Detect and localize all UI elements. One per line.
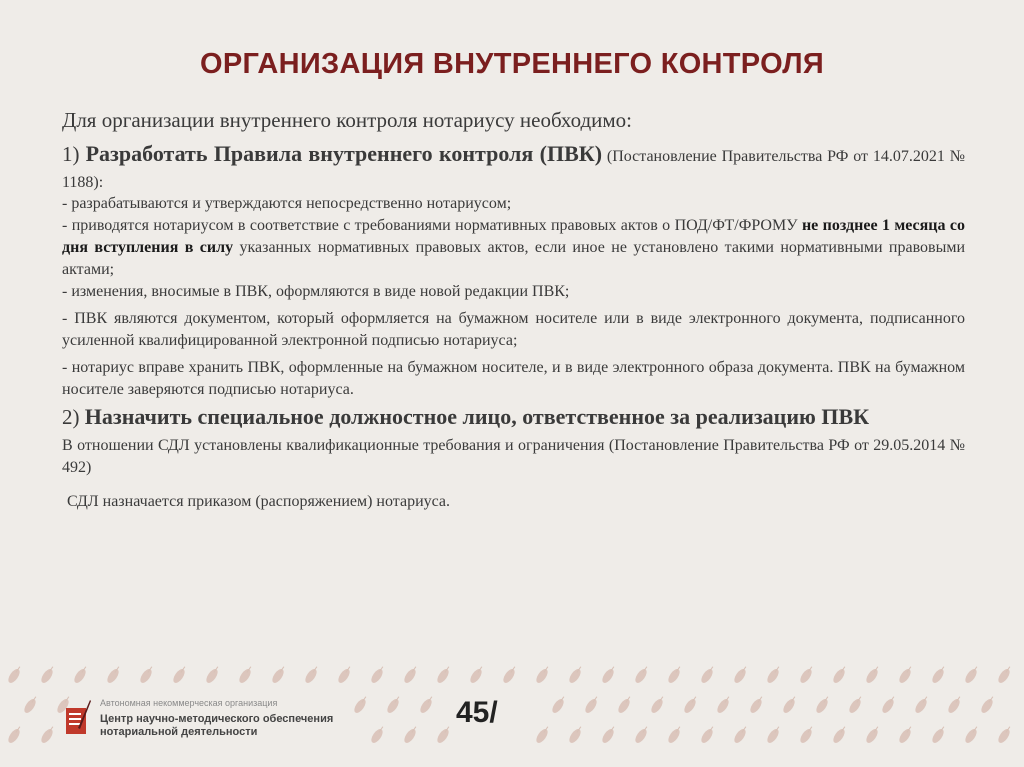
quill-pattern-item (781, 697, 797, 715)
page-number: 45/ (456, 696, 498, 729)
quill-pattern-item (996, 667, 1012, 685)
logo-org-type: Автономная некоммерческая организация (100, 698, 278, 708)
quill-pattern-item (930, 667, 946, 685)
quill-pattern-item (501, 667, 517, 685)
quill-pattern-item (699, 727, 715, 745)
quill-pattern-item (666, 667, 682, 685)
slide-content (62, 108, 965, 513)
quill-pattern-item (369, 727, 385, 745)
quill-pattern-item (633, 727, 649, 745)
quill-pattern-item (435, 667, 451, 685)
quill-pattern-item (204, 667, 220, 685)
section2-paragraph-1: В отношении СДЛ установлены квалификационные требования и ограничения (Постановление Правительства РФ от 29.05.2014 № 492) (62, 436, 965, 476)
quill-pattern-item (39, 667, 55, 685)
quill-pattern-item (930, 727, 946, 745)
quill-pattern-item (402, 667, 418, 685)
quill-pattern-item (699, 667, 715, 685)
quill-pattern-item (765, 667, 781, 685)
quill-pattern-item (435, 727, 451, 745)
quill-pattern-item (913, 697, 929, 715)
quill-pattern-item (237, 667, 253, 685)
quill-pattern-item (682, 697, 698, 715)
logo-name-line-2: нотариальной деятельности (100, 726, 258, 738)
quill-pattern-item (550, 697, 566, 715)
quill-pattern-item (369, 667, 385, 685)
quill-pattern-item (765, 727, 781, 745)
quill-pattern-item (616, 697, 632, 715)
section1-number: 1) (62, 142, 86, 167)
quill-pattern-item (72, 667, 88, 685)
section1-heading (62, 141, 965, 193)
quill-pattern-item (402, 727, 418, 745)
quill-pattern-item (732, 667, 748, 685)
quill-pattern-item (22, 697, 38, 715)
quill-pattern-item (6, 727, 22, 745)
quill-pattern-item (468, 667, 484, 685)
organization-logo (64, 696, 334, 742)
quill-pattern-item (534, 667, 550, 685)
quill-pattern-item (600, 727, 616, 745)
quill-pattern-item (171, 667, 187, 685)
section1-reference: (Постановление Правительства РФ от 14.07.2021 № 1188): (62, 148, 966, 191)
section1-bullet-3: - изменения, вносимые в ПВК, оформляются в виде новой редакции ПВК; (62, 282, 570, 300)
quill-pattern-item (864, 727, 880, 745)
slide-title: ОРГАНИЗАЦИЯ ВНУТРЕННЕГО КОНТРОЛЯ (199, 48, 824, 80)
section2-heading (62, 405, 965, 429)
quill-pattern-item (6, 667, 22, 685)
quill-pattern-item (814, 697, 830, 715)
quill-pattern-item (418, 697, 434, 715)
bullet2-text-before: - приводятся нотариусом в соответствие с требованиями нормативных правовых актов о ПОД/ФТ/ФРОМУ (62, 216, 802, 234)
section1-bullet-1: - разрабатываются и утверждаются непосредственно нотариусом; (62, 194, 512, 212)
quill-pattern-item (39, 727, 55, 745)
section1-title: Разработать Правила внутреннего контроля (ПВК) (85, 141, 603, 167)
quill-pattern-item (567, 667, 583, 685)
quill-pattern-item (633, 667, 649, 685)
quill-pattern-item (946, 697, 962, 715)
quill-pattern-item (666, 727, 682, 745)
section1-bullet-2 (62, 215, 965, 281)
quill-pattern-item (336, 667, 352, 685)
quill-pattern-item (831, 727, 847, 745)
quill-pattern-item (567, 727, 583, 745)
quill-pattern-item (715, 697, 731, 715)
bullet2-text-after: указанных нормативных правовых актов, если иное не установлено такими нормативными правовыми актами; (62, 238, 966, 278)
quill-pattern-item (897, 667, 913, 685)
quill-pattern-item (864, 667, 880, 685)
quill-pattern-item (352, 697, 368, 715)
quill-pattern-item (847, 697, 863, 715)
quill-pattern-item (105, 667, 121, 685)
quill-pattern-item (996, 727, 1012, 745)
quill-pattern-item (963, 667, 979, 685)
quill-pattern-item (831, 667, 847, 685)
quill-pattern-item (732, 727, 748, 745)
quill-pattern-item (748, 697, 764, 715)
logo-name-line-1: Центр научно-методического обеспечения (100, 713, 334, 725)
quill-pattern-item (798, 667, 814, 685)
quill-logo-icon (64, 698, 92, 738)
bullet2-deadline-emphasis: не позднее 1 месяца со дня вступления в силу (62, 216, 966, 256)
quill-pattern-item (270, 667, 286, 685)
quill-pattern-item (649, 697, 665, 715)
quill-pattern-item (534, 727, 550, 745)
quill-pattern-item (138, 667, 154, 685)
quill-pattern-item (385, 697, 401, 715)
section1-bullet-5: - нотариус вправе хранить ПВК, оформленные на бумажном носителе, и в виде электронного образа документа. ПВК на бумажном носителе заверяются подписью нотариуса. (62, 358, 965, 398)
quill-pattern-item (880, 697, 896, 715)
quill-pattern-item (798, 727, 814, 745)
section2-title: Назначить специальное должностное лицо, ответственное за реализацию ПВК (84, 403, 870, 429)
intro-text: Для организации внутреннего контроля нотариусу необходимо: (62, 108, 633, 132)
quill-pattern-item (583, 697, 599, 715)
section1-bullet-4: - ПВК являются документом, который оформляется на бумажном носителе или в виде электронного документа, подписанного усиленной квалифицированной электронной подписью нотариуса; (62, 309, 965, 349)
quill-pattern-item (303, 667, 319, 685)
section2-number: 2) (62, 404, 85, 429)
quill-pattern-item (897, 727, 913, 745)
section2-paragraph-2: СДЛ назначается приказом (распоряжением) нотариуса. (67, 492, 451, 510)
quill-pattern-item (600, 667, 616, 685)
quill-pattern-item (979, 697, 995, 715)
quill-pattern-item (963, 727, 979, 745)
